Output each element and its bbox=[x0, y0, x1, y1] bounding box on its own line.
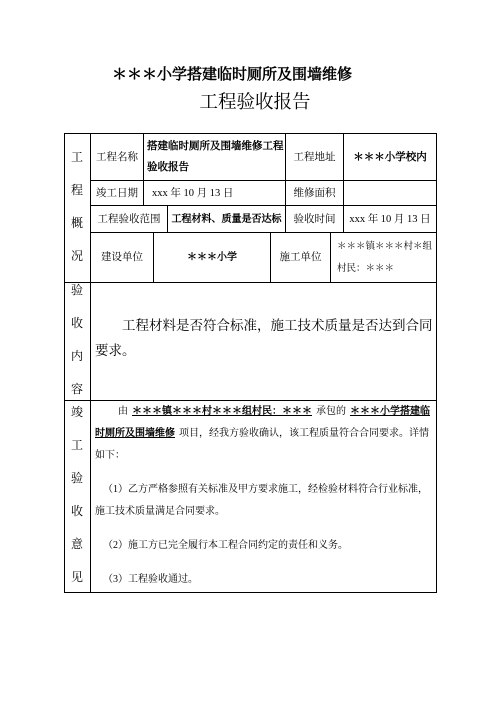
project-address-label: 工程地址 bbox=[293, 151, 336, 163]
opinion-section-cell bbox=[64, 400, 91, 593]
project-address-label-cell bbox=[285, 133, 344, 181]
acceptance-date-value: xxx 年 10 月 13 日 bbox=[349, 213, 431, 225]
contractor-unit-label-cell bbox=[270, 232, 331, 283]
opinion-intro bbox=[95, 401, 435, 467]
acceptance-date-label-cell bbox=[285, 205, 344, 233]
completion-opinion-cell bbox=[90, 400, 437, 593]
opinion-contractor: ＊＊＊镇＊＊＊村＊＊＊组村民：＊＊＊ bbox=[132, 406, 312, 417]
opinion-section-label: 竣工验收意见 bbox=[70, 404, 83, 584]
project-name-label: 工程名称 bbox=[96, 151, 138, 163]
opinion-intro-prefix: 由 bbox=[118, 406, 128, 417]
completion-date-label: 竣工日期 bbox=[96, 187, 138, 199]
overview-section-cell bbox=[64, 133, 91, 283]
project-name-value: 搭建临时厕所及围墙维修工程验收报告 bbox=[147, 141, 284, 173]
report-title-project: ＊＊＊小学搭建临时厕所及围墙维修 bbox=[112, 67, 353, 83]
completion-date-value: xxx 年 10 月 13 日 bbox=[152, 187, 234, 199]
repair-area-label-cell bbox=[285, 180, 344, 206]
owner-unit-label: 建设单位 bbox=[101, 252, 143, 263]
overview-section-label: 工程概况 bbox=[70, 149, 83, 263]
completion-date-label-cell bbox=[90, 180, 144, 206]
acceptance-date-value-cell bbox=[343, 205, 437, 233]
opinion-project: ＊＊＊小学搭建临时厕所及围墙维修 bbox=[95, 406, 430, 439]
project-name-value-cell bbox=[143, 133, 286, 181]
content-section-cell bbox=[64, 282, 91, 401]
acceptance-content-text: 工程材料是否符合标准，施工技术质量是否达到合同要求。 bbox=[95, 317, 433, 358]
contractor-unit-label: 施工单位 bbox=[279, 252, 322, 263]
contractor-unit-value: ＊＊＊镇＊＊＊村＊组村民：＊＊＊ bbox=[337, 241, 433, 274]
report-title-main: 工程验收报告 bbox=[199, 93, 311, 113]
acceptance-scope-value-cell bbox=[167, 205, 286, 233]
completion-date-value-cell bbox=[143, 180, 286, 206]
owner-unit-label-cell bbox=[90, 232, 154, 283]
opinion-item: （3）工程验收通过。 bbox=[103, 574, 198, 585]
opinion-item: （1）乙方严格参照有关标准及甲方要求施工，经检验材料符合行业标准，施工技术质量满足合同要求。 bbox=[95, 484, 428, 517]
acceptance-date-label: 验收时间 bbox=[293, 213, 336, 225]
owner-unit-value-cell bbox=[153, 232, 271, 283]
contractor-unit-value-cell bbox=[330, 232, 437, 283]
acceptance-content-cell bbox=[90, 282, 437, 401]
acceptance-scope-value: 工程材料、质量是否达标 bbox=[171, 213, 282, 225]
completion-opinion-body bbox=[95, 401, 435, 591]
opinion-intro-suffix: 项目，经我方验收确认，该工程质量符合合同要求。详情如下： bbox=[95, 428, 429, 461]
content-section-label: 验收内容 bbox=[70, 282, 83, 396]
project-address-value: ＊＊＊小学校内 bbox=[353, 151, 427, 163]
owner-unit-value: ＊＊＊小学 bbox=[187, 252, 237, 263]
project-name-label-cell bbox=[90, 133, 144, 181]
acceptance-scope-label-cell bbox=[90, 205, 168, 233]
acceptance-scope-label: 工程验收范围 bbox=[97, 213, 161, 225]
opinion-intro-mid: 承包的 bbox=[316, 406, 346, 417]
repair-area-value bbox=[343, 180, 437, 206]
project-address-value-cell bbox=[343, 133, 437, 181]
repair-area-label: 维修面积 bbox=[293, 187, 336, 199]
opinion-item: （2）施工方已完全履行本工程合同约定的责任和义务。 bbox=[103, 540, 348, 551]
